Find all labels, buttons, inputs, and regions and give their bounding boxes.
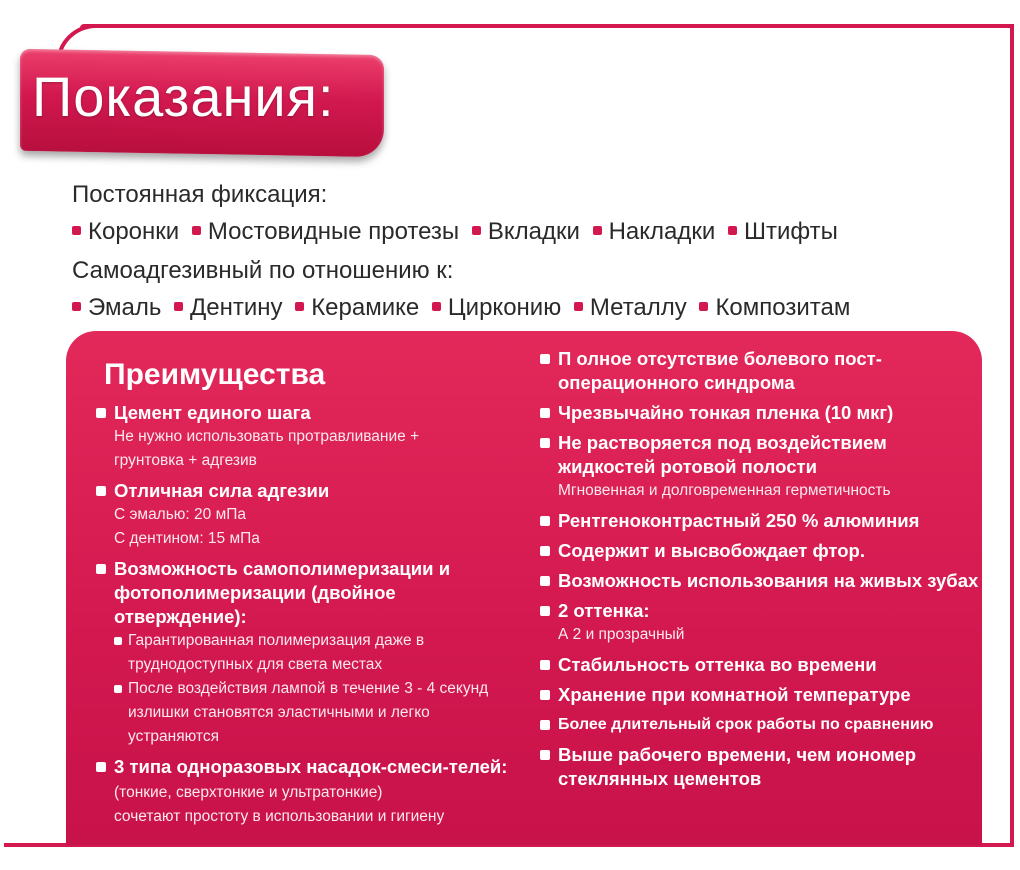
advantage-heading: Возможность самополимеризации и фотополимеризации (двойное отверждение): xyxy=(114,558,451,627)
bullet-icon xyxy=(472,226,481,235)
fixation-item: Мостовидные протезы xyxy=(192,218,459,246)
advantage-item xyxy=(540,653,980,677)
bullet-icon xyxy=(295,302,304,311)
advantage-item xyxy=(540,683,980,707)
advantage-heading: П олное отсутствие болевого пост-операционного синдрома xyxy=(558,348,882,393)
fixation-item: Коронки xyxy=(72,218,179,246)
advantage-detail: сочетают простоту в использовании и гигиену xyxy=(114,808,445,825)
advantage-heading: Отличная сила адгезии xyxy=(114,480,330,501)
adhesive-item: Композитам xyxy=(699,294,850,322)
advantage-heading: Хранение при комнатной температуре xyxy=(558,684,911,705)
bullet-icon xyxy=(540,516,550,526)
advantage-item xyxy=(96,479,516,551)
advantage-item xyxy=(96,755,516,829)
advantage-item xyxy=(96,401,516,473)
advantage-heading: Цемент единого шага xyxy=(114,402,311,423)
advantage-item xyxy=(540,401,980,425)
advantage-detail: Не нужно использовать протравливание + xyxy=(114,428,420,445)
bullet-icon xyxy=(114,637,122,645)
bullet-icon xyxy=(699,302,708,311)
advantages-left-column xyxy=(96,401,516,835)
advantage-heading: Рентгеноконтрастный 250 % алюминия xyxy=(558,510,920,531)
adhesive-item: Керамике xyxy=(295,294,419,322)
advantage-item xyxy=(540,431,980,503)
bullet-icon xyxy=(72,302,81,311)
advantage-subitem: Гарантированная полимеризация даже в труднодоступных для света местах xyxy=(114,629,516,677)
fixation-item: Вкладки xyxy=(472,218,580,246)
advantages-right-column xyxy=(540,347,980,797)
advantage-heading: Возможность использования на живых зубах xyxy=(558,570,979,591)
bullet-icon xyxy=(540,408,550,418)
advantage-detail: С дентином: 15 мПа xyxy=(114,530,260,547)
advantage-item xyxy=(540,569,980,593)
bullet-icon xyxy=(540,720,550,730)
bullet-icon xyxy=(432,302,441,311)
bullet-icon xyxy=(574,302,583,311)
advantage-detail: грунтовка + адгезив xyxy=(114,452,257,469)
bullet-icon xyxy=(540,438,550,448)
advantage-detail: С эмалью: 20 мПа xyxy=(114,506,247,523)
bullet-icon xyxy=(540,546,550,556)
bullet-icon xyxy=(96,408,106,418)
bullet-icon xyxy=(728,226,737,235)
adhesive-item: Цирконию xyxy=(432,294,561,322)
advantage-item xyxy=(540,347,980,395)
fixation-item: Накладки xyxy=(593,218,716,246)
bullet-icon xyxy=(72,226,81,235)
advantage-heading: Не растворяется под воздействием жидкостей ротовой полости xyxy=(558,432,887,477)
adhesive-item: Дентину xyxy=(174,294,283,322)
advantages-title: Преимущества xyxy=(104,358,326,391)
bullet-icon xyxy=(96,564,106,574)
advantage-heading: 2 оттенка: xyxy=(558,600,650,621)
fixation-list xyxy=(72,218,844,246)
bullet-icon xyxy=(540,354,550,364)
advantage-detail: А 2 и прозрачный xyxy=(558,626,685,643)
advantage-heading: Более длительный срок работы по сравнению xyxy=(558,716,934,733)
adhesive-label: Самоадгезивный по отношению к: xyxy=(72,257,454,284)
advantage-item xyxy=(540,713,980,737)
advantage-item xyxy=(540,599,980,647)
advantage-item xyxy=(540,539,980,563)
bullet-icon xyxy=(540,690,550,700)
bullet-icon xyxy=(593,226,602,235)
bullet-icon xyxy=(96,762,106,772)
bullet-icon xyxy=(174,302,183,311)
adhesive-list xyxy=(72,294,856,322)
bullet-icon xyxy=(540,606,550,616)
bullet-icon xyxy=(96,486,106,496)
advantage-heading: Выше рабочего времени, чем иономер стеклянных цементов xyxy=(558,744,917,789)
frame-right-border xyxy=(1010,24,1014,846)
bullet-icon xyxy=(540,576,550,586)
bullet-icon xyxy=(114,685,122,693)
advantage-item xyxy=(540,743,980,791)
advantage-subitem: После воздействия лампой в течение 3 - 4 секунд излишки становятся эластичными и легко устраняются xyxy=(114,677,516,749)
page-title: Показания: xyxy=(32,65,335,128)
frame-top-border xyxy=(80,24,1014,28)
advantage-detail: Мгновенная и долговременная герметичность xyxy=(558,482,891,499)
bullet-icon xyxy=(192,226,201,235)
advantage-heading: Чрезвычайно тонкая пленка (10 мкг) xyxy=(558,402,894,423)
fixation-item: Штифты xyxy=(728,218,838,246)
adhesive-item: Эмаль xyxy=(72,294,161,322)
fixation-label: Постоянная фиксация: xyxy=(72,181,328,208)
advantage-heading: Содержит и высвобождает фтор. xyxy=(558,540,865,561)
advantage-heading: Стабильность оттенка во времени xyxy=(558,654,877,675)
bullet-icon xyxy=(540,750,550,760)
advantage-item xyxy=(96,557,516,749)
advantage-heading: 3 типа одноразовых насадок-смеси-телей: (тонкие, сверхтонкие и ультратонкие) xyxy=(114,756,508,801)
adhesive-item: Металлу xyxy=(574,294,687,322)
bullet-icon xyxy=(540,660,550,670)
advantage-item xyxy=(540,509,980,533)
